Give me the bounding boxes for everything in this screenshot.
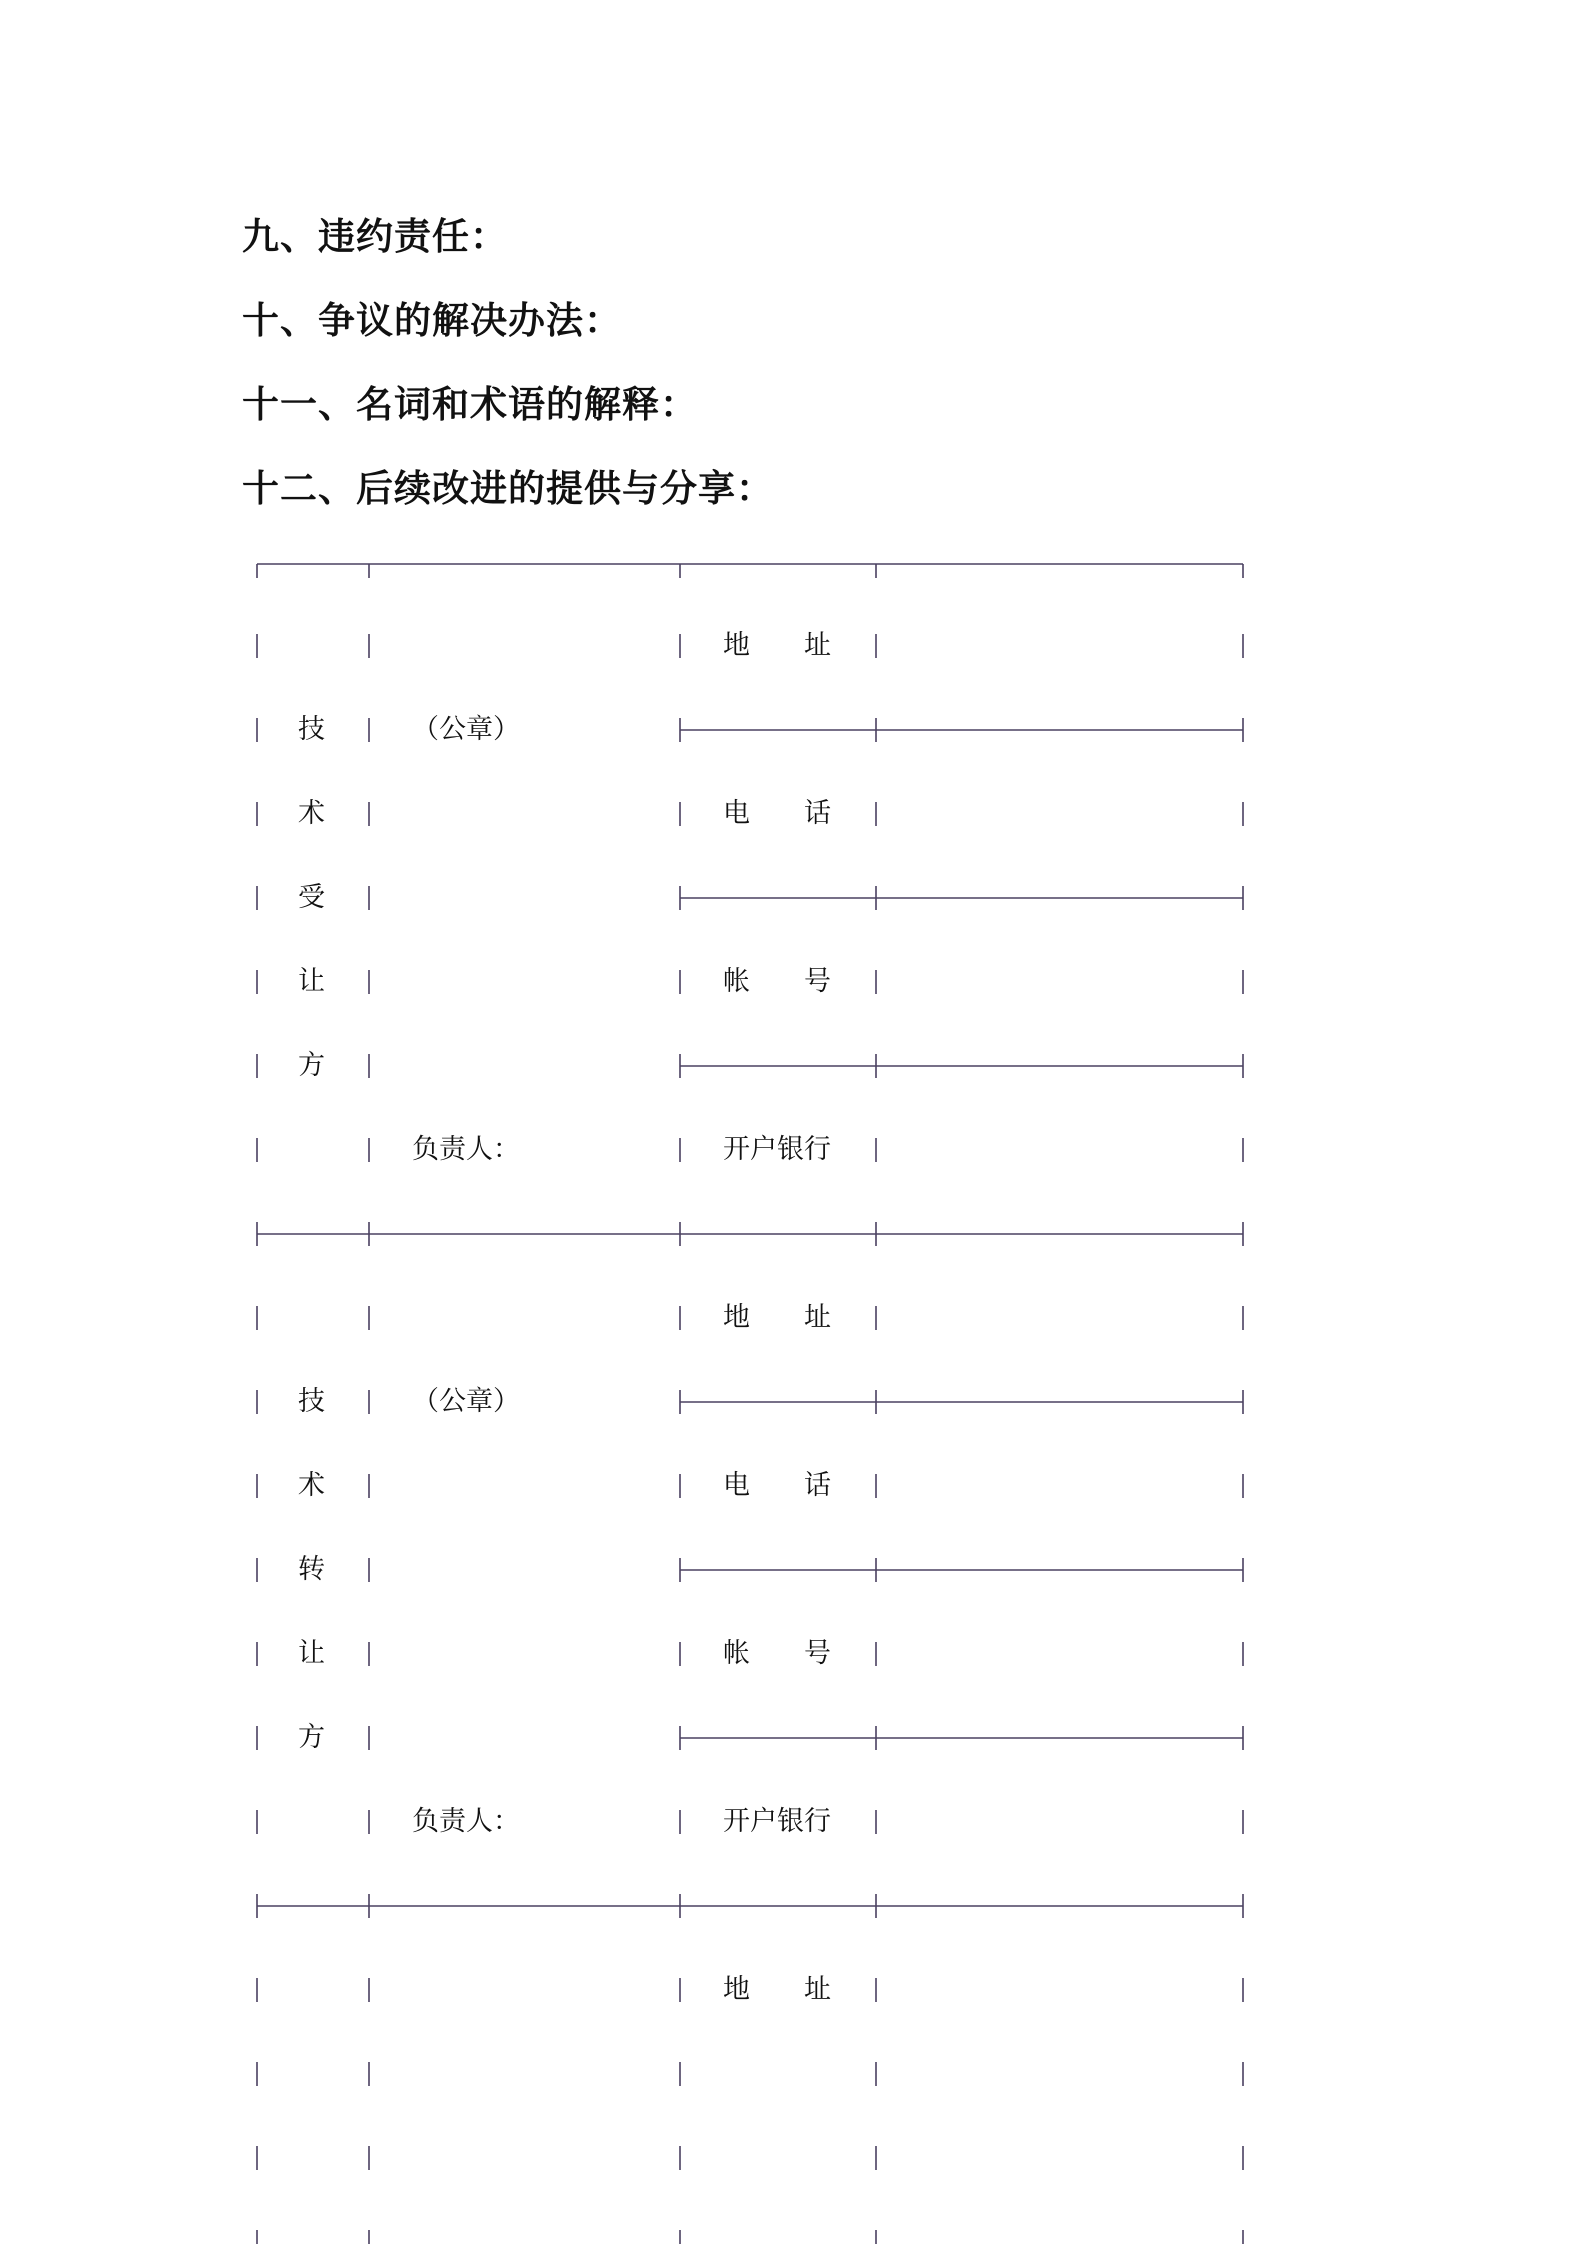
seal-label: （公章） (412, 1386, 520, 1417)
side-char: 让 (298, 1638, 325, 1669)
side-char: 术 (298, 798, 325, 829)
seal-label: （公章） (412, 714, 520, 745)
heading-breach-liability: 九、违约责任： (242, 215, 508, 258)
heading-improvement-sharing: 十二、后续改进的提供与分享： (242, 467, 774, 510)
field-label-bank: 开户银行 (723, 1134, 831, 1165)
field-label-bank: 开户银行 (723, 1806, 831, 1837)
side-char: 方 (298, 1722, 325, 1753)
field-label-phone: 电话 (723, 798, 885, 829)
field-label-address: 地址 (723, 1302, 885, 1333)
responsible-label: 负责人： (412, 1806, 520, 1837)
side-char: 方 (298, 1050, 325, 1081)
field-label-account: 帐号 (723, 1638, 885, 1669)
field-label-address: 地址 (723, 630, 885, 661)
side-char: 技 (298, 714, 325, 745)
side-char: 术 (298, 1470, 325, 1501)
side-char: 转 (298, 1554, 325, 1585)
side-char: 受 (298, 882, 325, 913)
responsible-label: 负责人： (412, 1134, 520, 1165)
side-char: 技 (298, 1386, 325, 1417)
field-label-address: 地址 (723, 1974, 885, 2005)
field-label-phone: 电话 (723, 1470, 885, 1501)
heading-dispute-resolution: 十、争议的解决办法： (242, 299, 622, 342)
field-label-account: 帐号 (723, 966, 885, 997)
side-char: 让 (298, 966, 325, 997)
heading-terms-explanation: 十一、名词和术语的解释： (242, 383, 698, 426)
